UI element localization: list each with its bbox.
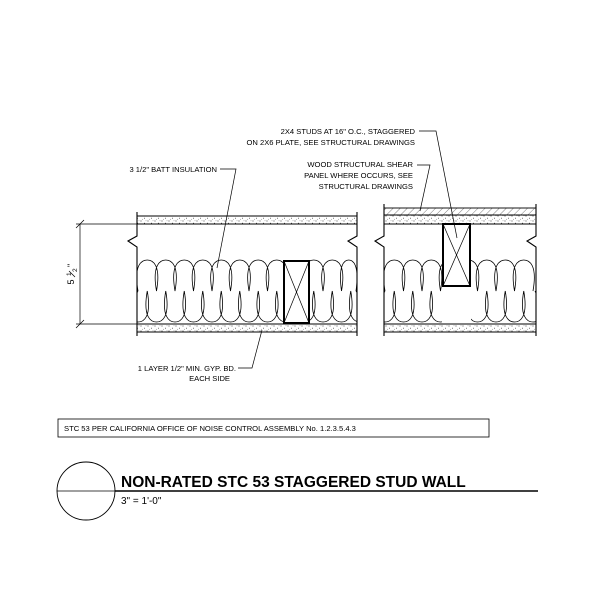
shear-label-line1: WOOD STRUCTURAL SHEAR (307, 160, 413, 169)
detail-scale: 3" = 1'-0" (121, 496, 162, 507)
break-line-right-b (375, 204, 384, 336)
gyp-board-top-left (137, 216, 357, 224)
batt-loop-path (377, 260, 541, 322)
gyp-board-bottom-right (384, 324, 536, 332)
dimension-whole: 5 (66, 279, 76, 285)
gyp-board-top-right (384, 215, 536, 224)
batt-label: 3 1/2" BATT INSULATION (129, 165, 217, 174)
batt-insulation-left (130, 260, 366, 322)
studs-label-line2: ON 2X6 PLATE, SEE STRUCTURAL DRAWINGS (246, 138, 415, 147)
stud-left (284, 261, 309, 323)
gyp-label-line1: 1 LAYER 1/2" MIN. GYP. BD. (137, 364, 236, 373)
dimension-numerator: 1 (66, 272, 73, 276)
left-wall-segment (128, 212, 367, 336)
detail-title: NON-RATED STC 53 STAGGERED STUD WALL (121, 474, 466, 491)
shear-leader (417, 165, 430, 211)
gyp-board-bottom-left (137, 324, 357, 332)
dimension-denominator: 2 (72, 268, 79, 272)
batt-loop-path (130, 260, 366, 322)
shear-panel (384, 208, 536, 215)
gyp-leader (238, 330, 262, 368)
right-wall-segment (375, 204, 541, 336)
note-text: STC 53 PER CALIFORNIA OFFICE OF NOISE CONTROL ASSEMBLY No. 1.2.3.5.4.3 (64, 424, 356, 433)
stud-right (443, 224, 470, 286)
shear-label-line3: STRUCTURAL DRAWINGS (318, 182, 413, 191)
gyp-label-line2: EACH SIDE (189, 374, 230, 383)
dimension-line (66, 220, 137, 328)
batt-insulation-right (377, 260, 541, 322)
shear-label-line2: PANEL WHERE OCCURS, SEE (304, 171, 413, 180)
dimension-unit: " (66, 263, 76, 267)
studs-label-line1: 2X4 STUDS AT 16" O.C., STAGGERED (280, 127, 415, 136)
break-line-left (128, 212, 137, 336)
title-block (57, 462, 538, 520)
note-box (58, 419, 489, 437)
